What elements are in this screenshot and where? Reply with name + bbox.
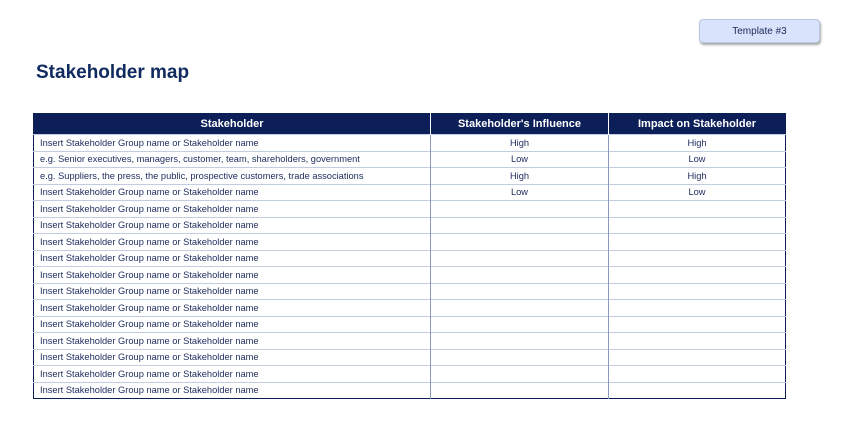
impact-cell[interactable] xyxy=(609,316,786,333)
table-body xyxy=(34,135,786,399)
header-influence: Stakeholder's Influence xyxy=(431,114,609,135)
stakeholder-cell[interactable]: Insert Stakeholder Group name or Stakeholder name xyxy=(34,217,431,234)
table-row xyxy=(34,168,786,185)
table-row xyxy=(34,217,786,234)
influence-cell[interactable] xyxy=(431,349,609,366)
impact-cell[interactable] xyxy=(609,349,786,366)
stakeholder-cell[interactable]: Insert Stakeholder Group name or Stakeholder name xyxy=(34,316,431,333)
impact-cell[interactable]: High xyxy=(609,135,786,152)
influence-cell[interactable] xyxy=(431,267,609,284)
header-impact: Impact on Stakeholder xyxy=(609,114,786,135)
table-row xyxy=(34,366,786,383)
table-row xyxy=(34,349,786,366)
table-row xyxy=(34,234,786,251)
impact-cell[interactable] xyxy=(609,283,786,300)
impact-cell[interactable] xyxy=(609,333,786,350)
influence-cell[interactable]: Low xyxy=(431,184,609,201)
influence-cell[interactable]: Low xyxy=(431,151,609,168)
stakeholder-cell[interactable]: Insert Stakeholder Group name or Stakeholder name xyxy=(34,300,431,317)
template-badge[interactable]: Template #3 xyxy=(699,19,820,43)
influence-cell[interactable] xyxy=(431,234,609,251)
stakeholder-cell[interactable]: Insert Stakeholder Group name or Stakeholder name xyxy=(34,333,431,350)
stakeholder-table xyxy=(33,113,786,399)
header-stakeholder: Stakeholder xyxy=(34,114,431,135)
table-row xyxy=(34,135,786,152)
stakeholder-cell[interactable]: Insert Stakeholder Group name or Stakeholder name xyxy=(34,382,431,399)
impact-cell[interactable] xyxy=(609,201,786,218)
impact-cell[interactable] xyxy=(609,217,786,234)
stakeholder-cell[interactable]: Insert Stakeholder Group name or Stakeholder name xyxy=(34,135,431,152)
influence-cell[interactable] xyxy=(431,283,609,300)
stakeholder-cell[interactable]: Insert Stakeholder Group name or Stakeholder name xyxy=(34,267,431,284)
table-row xyxy=(34,267,786,284)
table-row xyxy=(34,250,786,267)
impact-cell[interactable] xyxy=(609,382,786,399)
stakeholder-cell[interactable]: Insert Stakeholder Group name or Stakeholder name xyxy=(34,184,431,201)
stakeholder-cell[interactable]: Insert Stakeholder Group name or Stakeholder name xyxy=(34,250,431,267)
influence-cell[interactable]: High xyxy=(431,135,609,152)
stakeholder-cell[interactable]: e.g. Senior executives, managers, customer, team, shareholders, government xyxy=(34,151,431,168)
table-row xyxy=(34,184,786,201)
table-row xyxy=(34,201,786,218)
impact-cell[interactable]: Low xyxy=(609,184,786,201)
impact-cell[interactable] xyxy=(609,234,786,251)
impact-cell[interactable] xyxy=(609,250,786,267)
table-row xyxy=(34,382,786,399)
table-row xyxy=(34,316,786,333)
influence-cell[interactable] xyxy=(431,201,609,218)
influence-cell[interactable] xyxy=(431,217,609,234)
influence-cell[interactable] xyxy=(431,316,609,333)
table-row xyxy=(34,151,786,168)
impact-cell[interactable]: High xyxy=(609,168,786,185)
influence-cell[interactable] xyxy=(431,250,609,267)
impact-cell[interactable] xyxy=(609,300,786,317)
stakeholder-cell[interactable]: Insert Stakeholder Group name or Stakeholder name xyxy=(34,366,431,383)
impact-cell[interactable] xyxy=(609,267,786,284)
stakeholder-cell[interactable]: Insert Stakeholder Group name or Stakeholder name xyxy=(34,234,431,251)
impact-cell[interactable] xyxy=(609,366,786,383)
influence-cell[interactable] xyxy=(431,300,609,317)
influence-cell[interactable] xyxy=(431,366,609,383)
page-title: Stakeholder map xyxy=(36,62,190,83)
impact-cell[interactable]: Low xyxy=(609,151,786,168)
influence-cell[interactable] xyxy=(431,333,609,350)
influence-cell[interactable]: High xyxy=(431,168,609,185)
table-row xyxy=(34,283,786,300)
table-row xyxy=(34,333,786,350)
stakeholder-cell[interactable]: Insert Stakeholder Group name or Stakeholder name xyxy=(34,201,431,218)
table-header-row xyxy=(34,114,786,135)
influence-cell[interactable] xyxy=(431,382,609,399)
table-row xyxy=(34,300,786,317)
stakeholder-cell[interactable]: Insert Stakeholder Group name or Stakeholder name xyxy=(34,283,431,300)
stakeholder-cell[interactable]: Insert Stakeholder Group name or Stakeholder name xyxy=(34,349,431,366)
stakeholder-cell[interactable]: e.g. Suppliers, the press, the public, prospective customers, trade associations xyxy=(34,168,431,185)
